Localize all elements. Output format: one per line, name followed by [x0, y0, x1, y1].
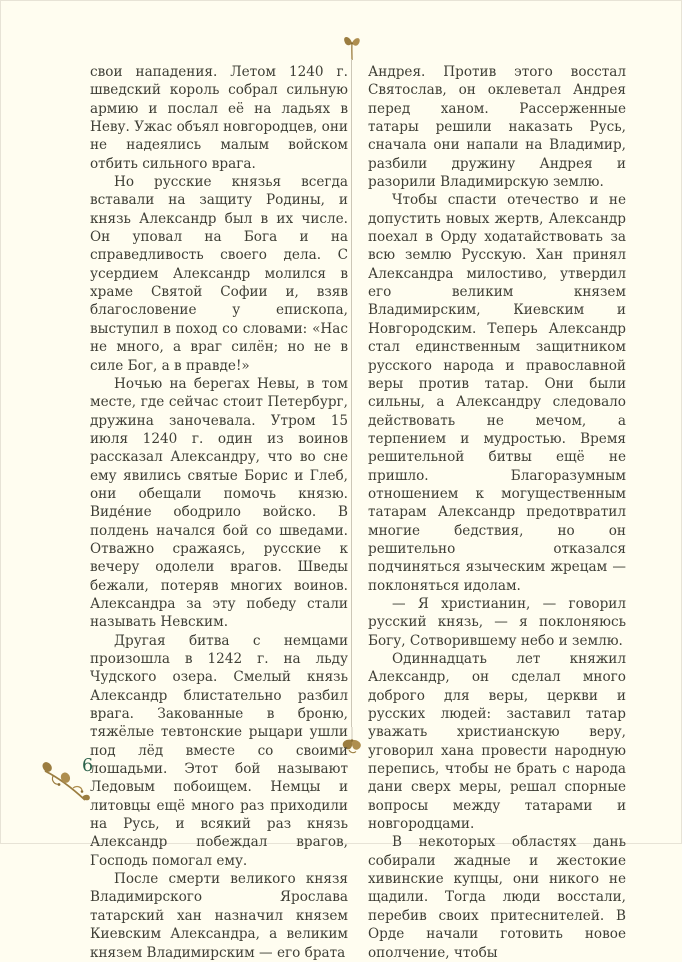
paragraph-text: Но русские князья всегда вставали на защиту Родины, и князь Александр был в их числе. Он уповал на Бога и на справедливость своего дела. С усердием Александр молился в храме Святой Софии и, взяв благословение у епископа, выступил в поход со словами: «Нас не много, а враг силён; но не в силе Бог, а в правде!» [90, 174, 348, 374]
paragraph-text: Другая битва с немцами произошла в 1242 г. на льду Чудского озера. Смелый князь Александр блистательно разбил врага. Закованные в броню, тяжёлые тевтонские рыцари ушли под лёд вместе со своими лошадьми. Этот бой называют Ледовым побоищем. Немцы и литовцы ещё много раз приходили на Русь, и всякий раз князь Александр побеждал врагов, Господь помогал ему. [90, 632, 348, 869]
left-text-column [90, 63, 348, 962]
paragraph-text: Одиннадцать лет княжил Александр, он сделал много доброго для веры, церкви и русских людей: заставил татар уважать христианскую веру, уговорил хана провести народную перепись, чтобы не брать с народа дани сверх меры, решал спорные вопросы между татарами и новгородцами. [368, 651, 626, 833]
paragraph-text: После смерти великого князя Владимирского Ярослава татарский хан назначил князем Киевским Александра, а великим князем Владимирским — его брата [90, 871, 348, 961]
paragraph-text: Ночью на берегах Невы, в том месте, где сейчас стоит Петербург, дружина заночевала. Утром 15 июля 1240 г. один из воинов рассказал Александру, что во сне ему явились святые Борис и Глеб, они обещали помочь князю. Виде́ние ободрило войско. В полдень начался бой со шведами. Отважно сражаясь, русские к вечеру одолели врагов. Шведы бежали, потеряв многих воинов. Александра за эту победу стали называть Невским. [90, 375, 348, 631]
page-number: 6 [82, 756, 94, 776]
paragraph-text: — Я христианин, — говорил русский князь, — я поклоняюсь Богу, Сотворившему небо и землю. [368, 595, 626, 649]
paragraph-text: Чтобы спасти отечество и не допустить новых жертв, Александр поехал в Орду ходатайствовать за всю землю Русскую. Хан принял Александра милостиво, утвердил его великим князем Владимирским, Киевским и Новгородским. Теперь Александр стал единственным защитником русского народа и православной веры против татар. Они были сильны, а Александру следовало действовать не мечом, а терпением и мудростью. Время решительной битвы ещё не пришло. Благоразумным отношением к могущественным татарам Александр предотвратил многие бедствия, но он решительно отказался подчиняться языческим жрецам — поклоняться идолам. [368, 192, 626, 594]
column-divider-line [351, 59, 352, 727]
paragraph-text: Андрея. Против этого восстал Святослав, он оклеветал Андрея перед ханом. Рассерженные татары решили наказать Русь, сначала они напали на Владимир, разбили дружину Андрея и разорили Владимирскую землю. [368, 64, 626, 191]
floral-sprig-icon [340, 34, 364, 61]
paragraph-text: В некоторых областях дань собирали жадные и жестокие хивинские купцы, они никого не щадили. Тогда люди восстали, перебив своих притеснителей. В Орде начали готовить новое ополчение, чтобы [368, 834, 626, 961]
right-text-column [368, 63, 626, 962]
paragraph-text: свои нападения. Летом 1240 г. шведский король собрал сильную армию и послал её на ладьях в Неву. Ужас объял новгородцев, они не надеялись малым войском отбить сильного врага. [90, 64, 348, 172]
